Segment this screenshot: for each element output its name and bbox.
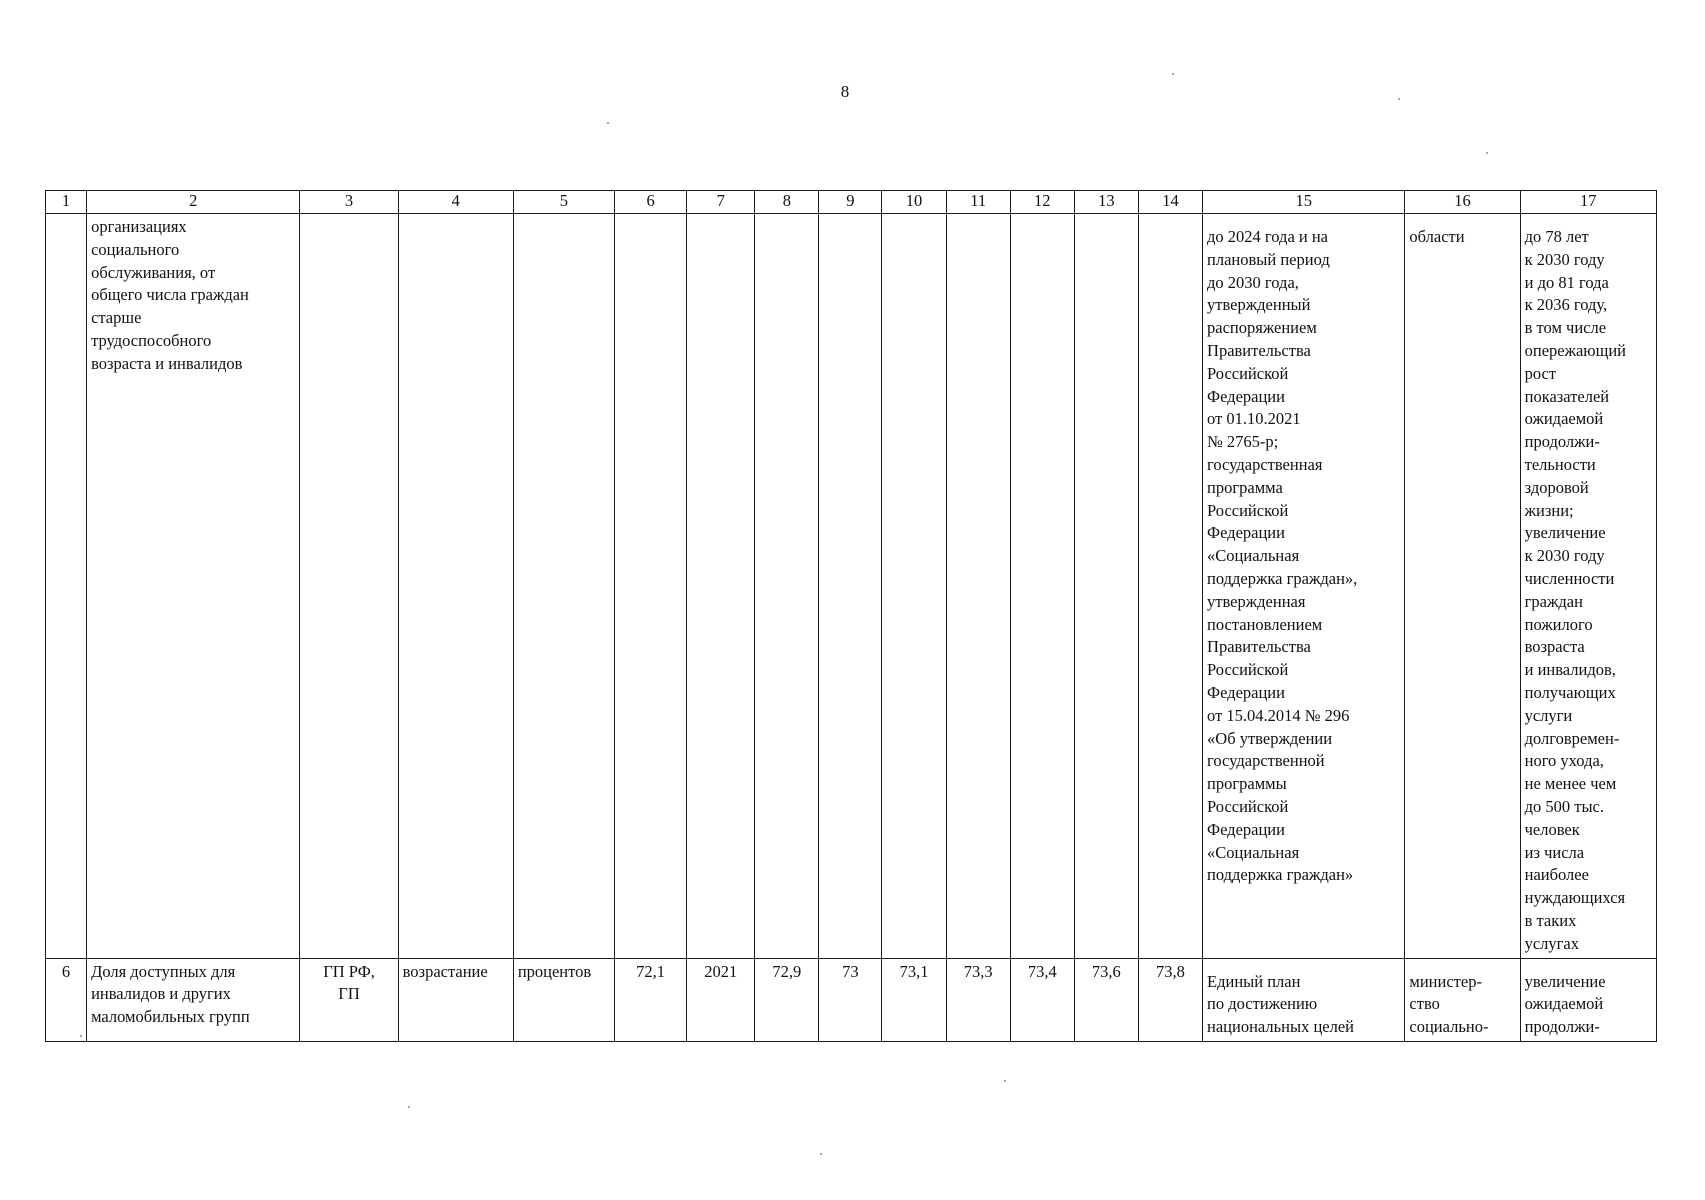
col-header-15: 15 bbox=[1203, 191, 1405, 214]
scan-speck bbox=[1004, 1080, 1006, 1082]
cell-responsible: министер- ство социально- bbox=[1405, 958, 1520, 1041]
cell-empty bbox=[687, 214, 755, 959]
col-header-9: 9 bbox=[819, 191, 882, 214]
cell-base-year: 2021 bbox=[687, 958, 755, 1041]
col-header-11: 11 bbox=[946, 191, 1010, 214]
cell-national-goal: увеличение ожидаемой продолжи- bbox=[1520, 958, 1656, 1041]
cell-empty bbox=[513, 214, 614, 959]
cell-value-13: 73,6 bbox=[1074, 958, 1138, 1041]
scan-speck bbox=[1398, 98, 1400, 100]
col-header-3: 3 bbox=[300, 191, 398, 214]
cell-indicator-name-continued: организациях социального обслуживания, от общего числа граждан старше трудоспособного возраста и инвалидов bbox=[87, 214, 300, 959]
cell-trend: возрастание bbox=[398, 958, 513, 1041]
scan-speck bbox=[1172, 73, 1174, 75]
cell-value-8: 72,9 bbox=[755, 958, 819, 1041]
cell-empty bbox=[1074, 214, 1138, 959]
col-header-10: 10 bbox=[882, 191, 946, 214]
col-header-12: 12 bbox=[1010, 191, 1074, 214]
col-header-5: 5 bbox=[513, 191, 614, 214]
cell-value-9: 73 bbox=[819, 958, 882, 1041]
col-header-17: 17 bbox=[1520, 191, 1656, 214]
cell-empty bbox=[300, 214, 398, 959]
cell-empty bbox=[946, 214, 1010, 959]
table-row-continued bbox=[46, 214, 1657, 959]
col-header-16: 16 bbox=[1405, 191, 1520, 214]
cell-value-14: 73,8 bbox=[1138, 958, 1202, 1041]
cell-empty bbox=[398, 214, 513, 959]
table-row-6 bbox=[46, 958, 1657, 1041]
scan-speck bbox=[1486, 152, 1488, 154]
col-header-7: 7 bbox=[687, 191, 755, 214]
col-header-14: 14 bbox=[1138, 191, 1202, 214]
scan-speck bbox=[820, 1153, 822, 1155]
scan-speck bbox=[80, 1035, 82, 1037]
cell-national-goal-continued: до 78 лет к 2030 году и до 81 года к 2036 году, в том числе опережающий рост показателей ожидаемой продолжи- тельности здоровой жизни; увеличение к 2030 году численности граждан пожилого возраста и инвалидов, получающих услуги долговремен- ного ухода, не менее чем до 500 тыс. человек из числа наиболее нуждающихся в таких услугах bbox=[1520, 214, 1656, 959]
cell-empty bbox=[755, 214, 819, 959]
cell-empty bbox=[46, 214, 87, 959]
col-header-13: 13 bbox=[1074, 191, 1138, 214]
cell-value-10: 73,1 bbox=[882, 958, 946, 1041]
col-header-8: 8 bbox=[755, 191, 819, 214]
cell-empty bbox=[1138, 214, 1202, 959]
cell-empty bbox=[615, 214, 687, 959]
scan-speck bbox=[607, 122, 609, 124]
col-header-2: 2 bbox=[87, 191, 300, 214]
cell-indicator-name: Доля доступных для инвалидов и других маломобильных групп bbox=[87, 958, 300, 1041]
cell-program-level: ГП РФ, ГП bbox=[300, 958, 398, 1041]
column-number-row bbox=[46, 191, 1657, 214]
col-header-6: 6 bbox=[615, 191, 687, 214]
indicators-table bbox=[45, 190, 1657, 1042]
cell-document-basis-continued: до 2024 года и на плановый период до 2030 года, утвержденный распоряжением Правительства Российской Федерации от 01.10.2021 № 2765-р; государственная программа Российской Федерации «Социальная поддержка граждан», утвержденная постановлением Правительства Российской Федерации от 15.04.2014 № 296 «Об утверждении государственной программы Российской Федерации «Социальная поддержка граждан» bbox=[1203, 214, 1405, 959]
cell-value-11: 73,3 bbox=[946, 958, 1010, 1041]
cell-document-basis: Единый план по достижению национальных целей bbox=[1203, 958, 1405, 1041]
cell-empty bbox=[1010, 214, 1074, 959]
page-number: 8 bbox=[840, 82, 850, 101]
scan-speck bbox=[408, 1106, 410, 1108]
cell-value-12: 73,4 bbox=[1010, 958, 1074, 1041]
cell-base-value: 72,1 bbox=[615, 958, 687, 1041]
cell-row-number: 6 bbox=[46, 958, 87, 1041]
cell-responsible-continued: области bbox=[1405, 214, 1520, 959]
cell-unit: процентов bbox=[513, 958, 614, 1041]
cell-empty bbox=[882, 214, 946, 959]
cell-empty bbox=[819, 214, 882, 959]
col-header-4: 4 bbox=[398, 191, 513, 214]
col-header-1: 1 bbox=[46, 191, 87, 214]
